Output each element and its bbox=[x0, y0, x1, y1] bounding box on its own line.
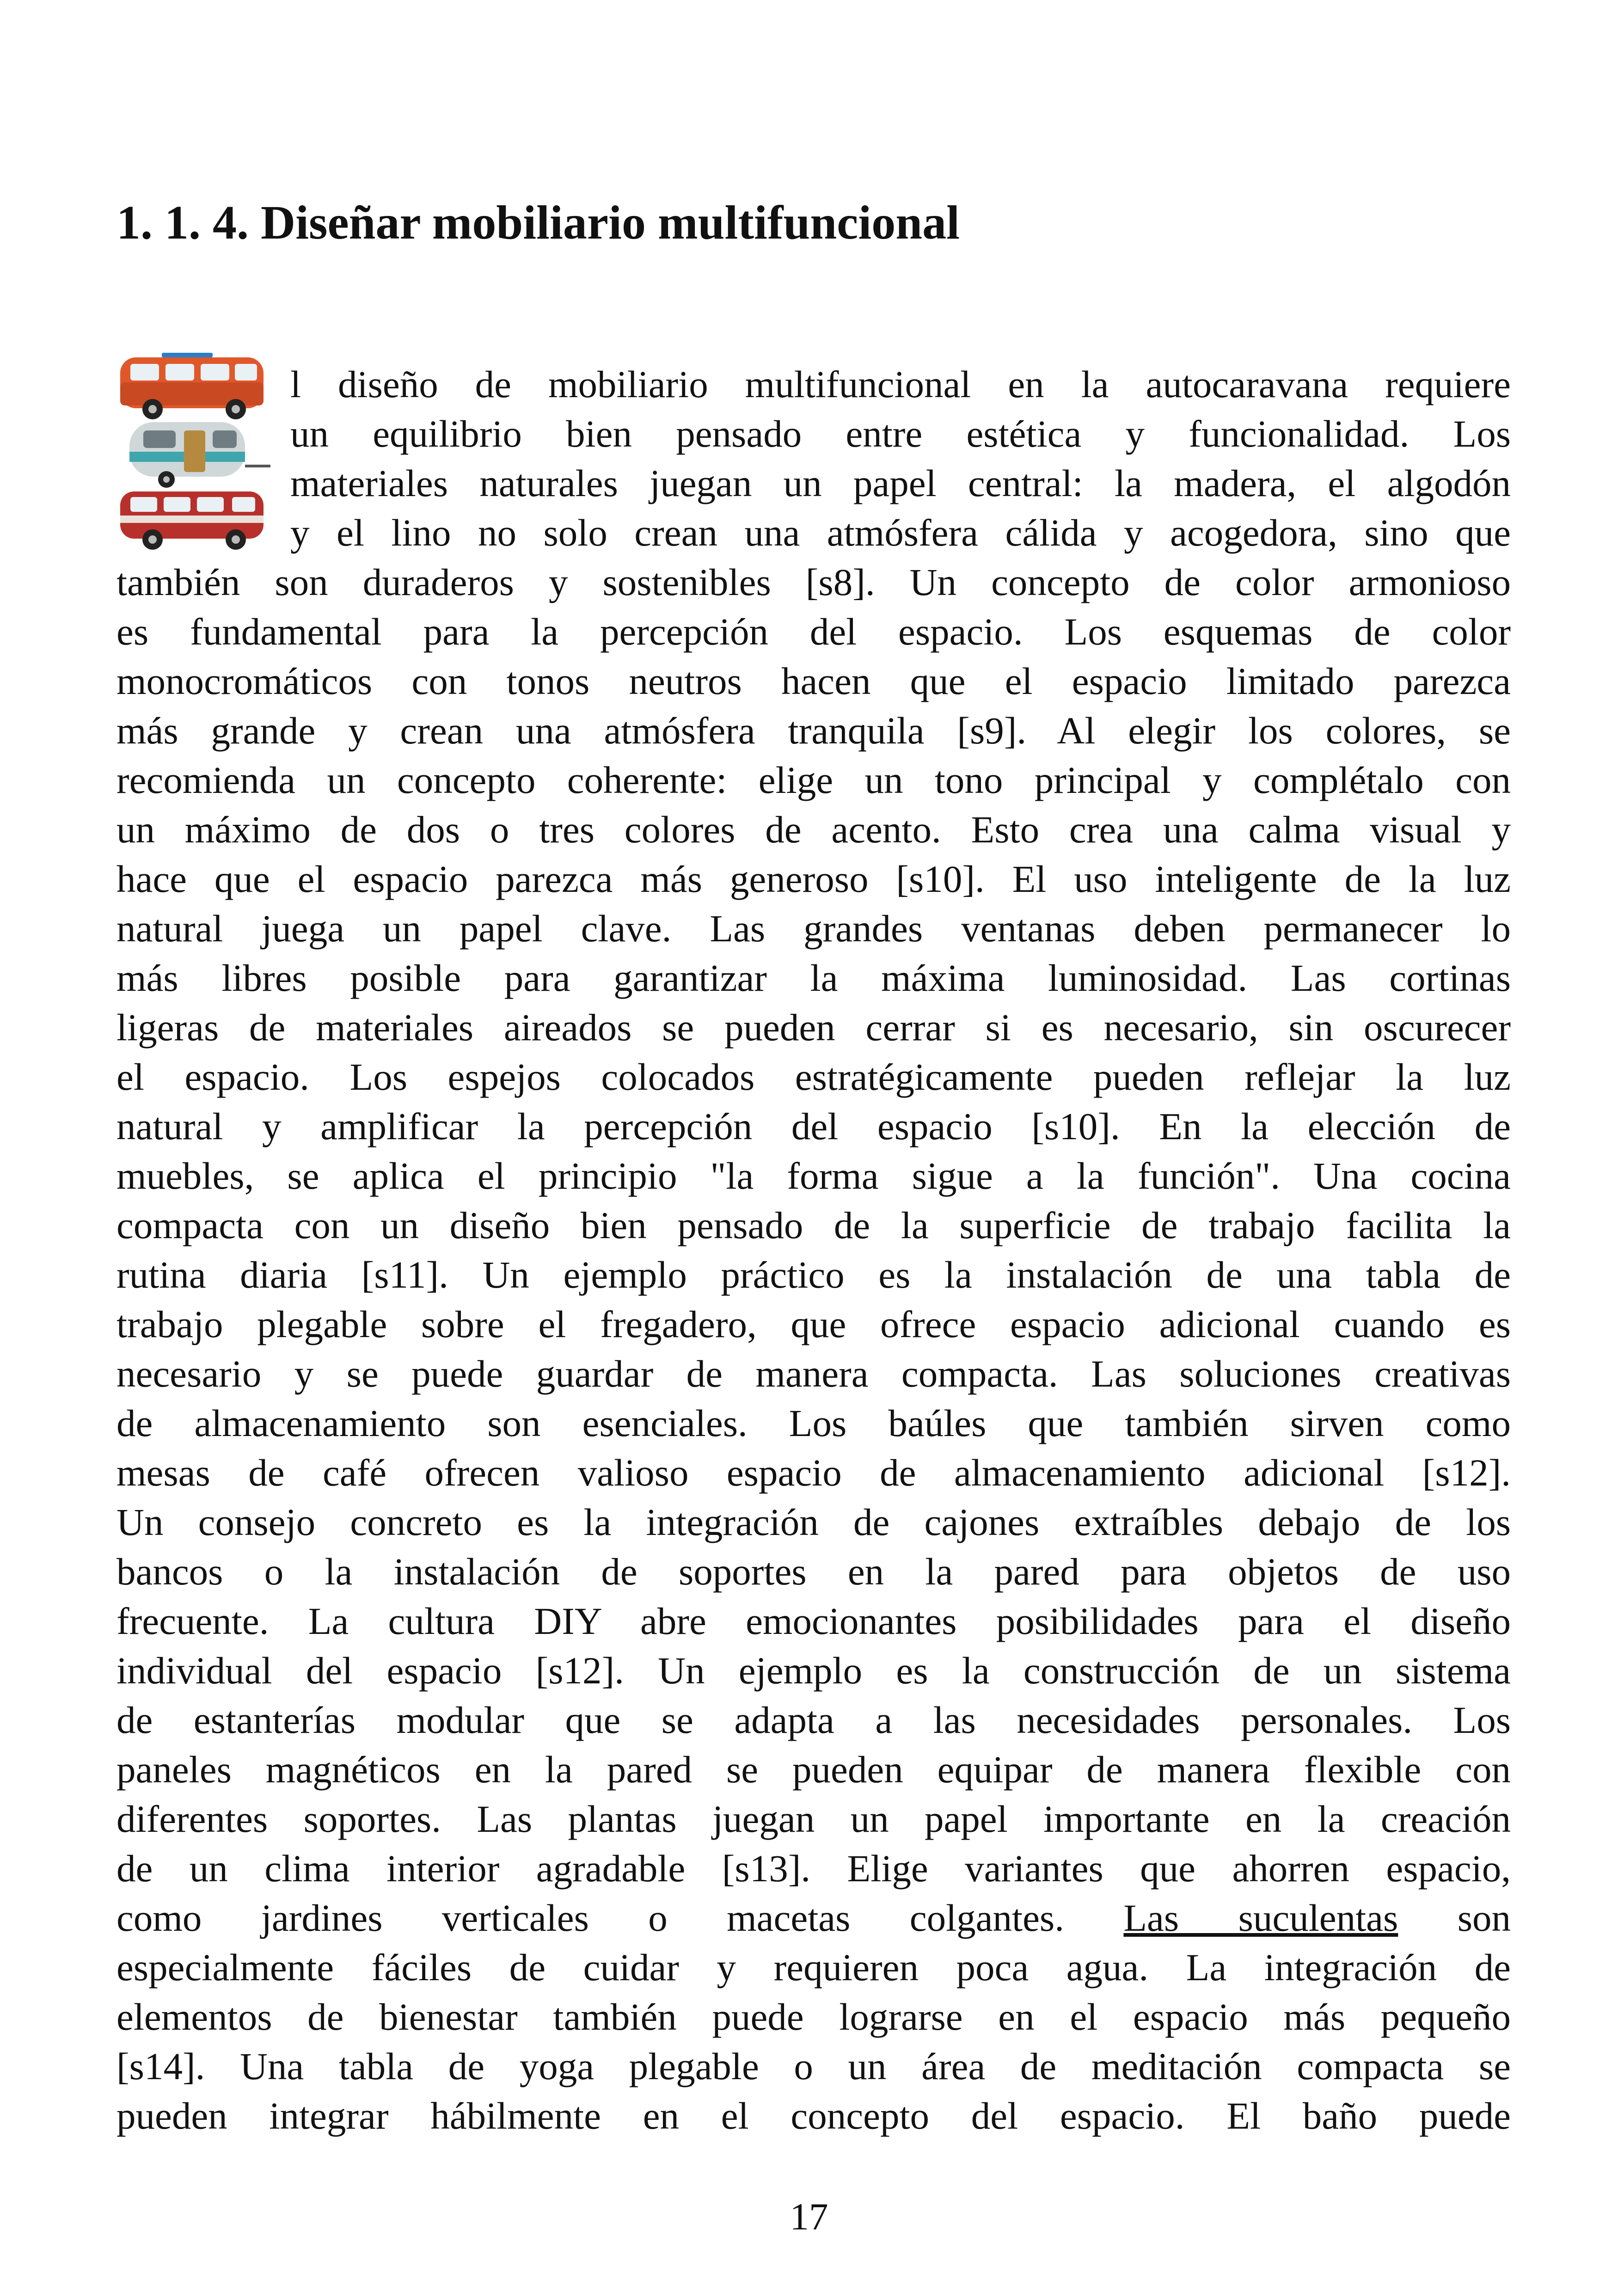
body-line: natural juega un papel clave. Las grandes ventanas deben permanecer lo bbox=[116, 907, 1511, 950]
body-line-with-link bbox=[116, 1899, 1511, 1937]
body-text-segment: como jardines verticales o macetas colgantes. bbox=[116, 1897, 1064, 1939]
body-line: un equilibrio bien pensado entre estética y funcionalidad. Los bbox=[290, 412, 1511, 455]
body-line: pueden integrar hábilmente en el concepto del espacio. El baño puede bbox=[116, 2094, 1511, 2137]
body-line: compacta con un diseño bien pensado de la superficie de trabajo facilita la bbox=[116, 1204, 1511, 1246]
body-line: de almacenamiento son esenciales. Los baúles que también sirven como bbox=[116, 1402, 1511, 1444]
body-line: rutina diaria [s11]. Un ejemplo práctico es la instalación de una tabla de bbox=[116, 1253, 1511, 1296]
body-line: diferentes soportes. Las plantas juegan un papel importante en la creación bbox=[116, 1798, 1511, 1840]
body-line: de un clima interior agradable [s13]. Elige variantes que ahorren espacio, bbox=[116, 1847, 1511, 1890]
body-line: trabajo plegable sobre el fregadero, que ofrece espacio adicional cuando es bbox=[116, 1303, 1511, 1345]
body-line: ligeras de materiales aireados se pueden cerrar si es necesario, sin oscurecer bbox=[116, 1006, 1511, 1049]
body-text-segment: son bbox=[1457, 1897, 1511, 1939]
body-line: un máximo de dos o tres colores de acento. Esto crea una calma visual y bbox=[116, 808, 1511, 851]
body-line: necesario y se puede guardar de manera compacta. Las soluciones creativas bbox=[116, 1352, 1511, 1395]
body-line: especialmente fáciles de cuidar y requieren poca agua. La integración de bbox=[116, 1946, 1511, 1989]
body-line: bancos o la instalación de soportes en la pared para objetos de uso bbox=[116, 1550, 1511, 1593]
body-line: [s14]. Una tabla de yoga plegable o un área de meditación compacta se bbox=[116, 2045, 1511, 2087]
body-line: y el lino no solo crean una atmósfera cálida y acogedora, sino que bbox=[290, 511, 1511, 554]
body-line: paneles magnéticos en la pared se pueden equipar de manera flexible con bbox=[116, 1748, 1511, 1791]
body-line: más grande y crean una atmósfera tranquila [s9]. Al elegir los colores, se bbox=[116, 709, 1511, 752]
body-line: también son duraderos y sostenibles [s8]. Un concepto de color armonioso bbox=[116, 561, 1511, 603]
body-line: monocromáticos con tonos neutros hacen que el espacio limitado parezca bbox=[116, 660, 1511, 702]
body-line: frecuente. La cultura DIY abre emocionantes posibilidades para el diseño bbox=[116, 1600, 1511, 1642]
body-line: materiales naturales juegan un papel central: la madera, el algodón bbox=[290, 462, 1511, 504]
body-line: el espacio. Los espejos colocados estratégicamente pueden reflejar la luz bbox=[116, 1056, 1511, 1098]
body-line: recomienda un concepto coherente: elige un tono principal y complétalo con bbox=[116, 759, 1511, 801]
body-line: hace que el espacio parezca más generoso [s10]. El uso inteligente de la luz bbox=[116, 858, 1511, 900]
section-heading: 1. 1. 4. Diseñar mobiliario multifuncional bbox=[116, 196, 960, 249]
body-line: Un consejo concreto es la integración de cajones extraíbles debajo de los bbox=[116, 1501, 1511, 1543]
dropcap-vans-illustration bbox=[116, 349, 273, 553]
underlined-term: Las suculentas bbox=[1123, 1897, 1398, 1939]
body-line: es fundamental para la percepción del espacio. Los esquemas de color bbox=[116, 610, 1511, 653]
red-van-icon bbox=[120, 491, 264, 550]
body-line: natural y amplificar la percepción del espacio [s10]. En la elección de bbox=[116, 1105, 1511, 1148]
body-line: l diseño de mobiliario multifuncional en la autocaravana requiere bbox=[290, 363, 1511, 405]
body-line: mesas de café ofrecen valioso espacio de almacenamiento adicional [s12]. bbox=[116, 1451, 1511, 1494]
orange-van-icon bbox=[120, 353, 264, 419]
page-number: 17 bbox=[790, 2195, 828, 2238]
body-line: elementos de bienestar también puede lograrse en el espacio más pequeño bbox=[116, 1995, 1511, 2038]
body-line: más libres posible para garantizar la máxima luminosidad. Las cortinas bbox=[116, 957, 1511, 999]
body-line: de estanterías modular que se adapta a las necesidades personales. Los bbox=[116, 1699, 1511, 1741]
body-line: muebles, se aplica el principio "la forma sigue a la función". Una cocina bbox=[116, 1154, 1511, 1197]
body-line: individual del espacio [s12]. Un ejemplo es la construcción de un sistema bbox=[116, 1649, 1511, 1692]
caravan-trailer-icon bbox=[129, 422, 270, 488]
